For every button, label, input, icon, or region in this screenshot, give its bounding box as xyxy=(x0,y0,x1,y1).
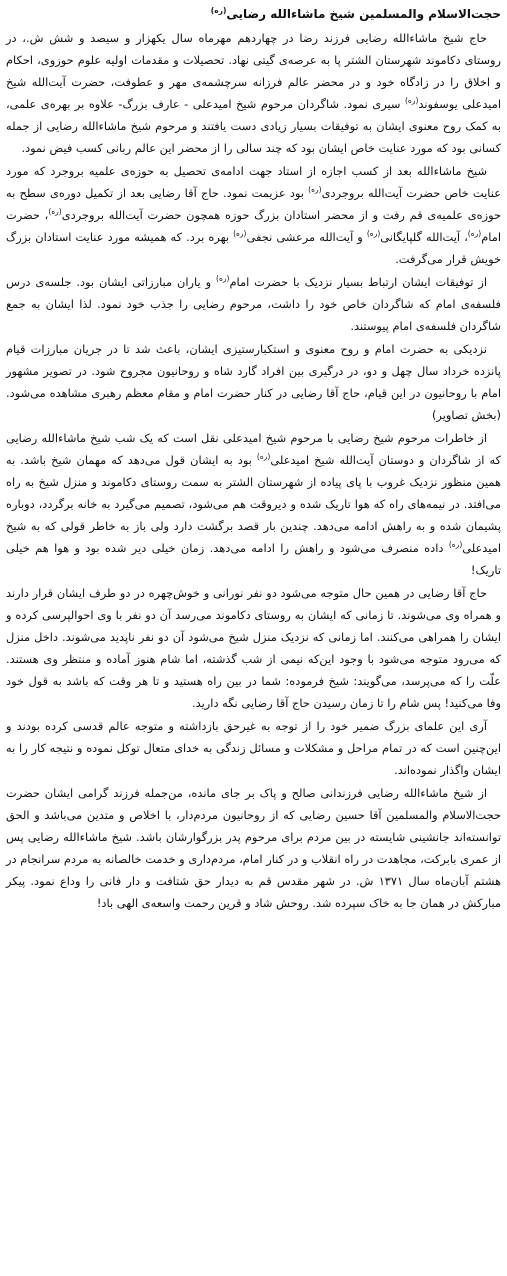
paragraph-7 xyxy=(6,715,501,781)
text-run: از توفیقات ایشان ارتباط بسیار نزدیک با حضرت امام xyxy=(229,275,488,289)
text-run: و یاران مبارزاتی ایشان بود. جلسه‌ی درس فلسفه‌ی امام که شاگردان خاص خود را داشت، مرحوم رضایی را جذب خود نمود. لذا ایشان به جمع شاگردان فلسفه‌ی امام پیوستند. xyxy=(6,275,501,333)
honorific: (ره) xyxy=(216,274,230,284)
paragraph-3 xyxy=(6,271,501,337)
text-run: داده منصرف می‌شود و راهش را ادامه می‌دهد. زمان خیلی دیر شده بود و هوا هم خیلی تاریک! xyxy=(6,541,501,577)
text-run: حاج آقا رضایی در همین حال متوجه می‌شود دو نفر نورانی و خوش‌چهره در دو طرف ایشان قرار دارند و همراه وی می‌شوند. تا زمانی که ایشان به روستای دکاموند می‌رسد آن دو نفر با وی احوالپرسی کرده و ایشان را همراهی می‌کنند. اما زمانی که نزدیک منزل شیخ می‌شود آن دو نفر ناپدید می‌شوند. داخل منزل که می‌رود متوجه می‌شود با وجود این‌که نیمی از شب گذشته، اما شام هنوز آماده و منتظر وی هستند. علّت را که می‌پرسد، می‌گویند: شیخ فرموده: شما در بین راه هستید و تا هر وقت که باشد به قول خود وفا می‌کنید! پس شام را تا زمان رسیدن حاج آقا رضایی نگه دارید. xyxy=(6,586,501,710)
text-run: ، آیت‌الله گلپایگانی xyxy=(380,230,468,244)
text-run: سیری نمود. شاگردان مرحوم شیخ امیدعلی - عارف بزرگ- علاوه بر بهره‌ی علمی، به کمک روح معنوی ایشان به توفیقات بسیار زیادی دست یافتند و مرحوم شیخ ماشاءالله رضایی از جمله کسانی بود که مورد عنایت خاص ایشان بود که چند سالی را از محضر این عالم ربانی کسب فیض نمود. xyxy=(6,97,501,155)
honorific: (ره) xyxy=(256,452,271,462)
paragraph-1 xyxy=(6,27,501,159)
paragraph-2 xyxy=(6,160,501,270)
text-run: بود به ایشان قول می‌دهد که مهمان شیخ باشد. به همین منظور نزدیک غروب با پای پیاده از شهرستان الشتر به سمت روستای دکاموند و منزل شیخ به راه می‌افتد. در نیمه‌های راه که هوا تاریک شده و دیروقت هم می‌شود، تصمیم می‌گیرد به خانه برگردد، دوباره پشیمان شده و به راهش ادامه می‌دهد. چندین بار قصد برگشت دارد ولی باز به خاطر قولی که به شیخ امیدعلی xyxy=(6,453,501,555)
honorific: (ره) xyxy=(404,96,419,106)
title-honorific: (ره) xyxy=(210,6,227,15)
text-run: از خاطرات مرحوم شیخ رضایی با مرحوم شیخ امیدعلی نقل است که یک شب شیخ ماشاءالله رضایی که از شاگردان و دوستان آیت‌الله شیخ امیدعلی xyxy=(6,431,501,467)
paragraph-6 xyxy=(6,582,501,714)
text-run: بهره برد. که همیشه مورد عنایت استادان بزرگ خویش قرار می‌گرفت. xyxy=(6,230,501,266)
paragraph-5 xyxy=(6,427,501,581)
honorific: (ره) xyxy=(366,229,381,239)
text-run: حاج شیخ ماشاءالله رضایی فرزند رضا در چهاردهم مهرماه سال یکهزار و سیصد و شش ش.، در روستای دکاموند شهرستان الشتر پا به عرصه‌ی گیتی نهاد. تحصیلات و مقدمات اولیه علوم حوزوی، احکام و اخلاق را در زادگاه خود و در محضر عالم فرزانه سرچشمه‌ی مهر و عطوفت، حضرت آیت‌الله شیخ امیدعلی یوسفوند xyxy=(6,31,501,111)
title-text: حجت‌الاسلام والمسلمین شیخ ماشاءالله رضایی xyxy=(226,7,501,21)
paragraph-4 xyxy=(6,338,501,426)
text-run: نزدیکی به حضرت امام و روح معنوی و استکبارستیزی ایشان، باعث شد تا در جریان مبارزات قیام پانزده خرداد سال چهل و دو، در درگیری بین افراد گارد شاه و روحانیون مجروح شود. در تصویر مشهور امام با روحانیون در این قیام، حاج آقا رضایی در کنار حضرت امام و مقام معظم رهبری مشاهده می‌شود. (بخش تصاویر) xyxy=(6,342,501,422)
document-title xyxy=(6,4,501,24)
honorific: (ره) xyxy=(467,229,482,239)
text-run: شیخ ماشاءالله بعد از کسب اجازه از استاد جهت ادامه‌ی تحصیل به حوزه‌ی علمیه بروجرد که مورد عنایت خاص حضرت آیت‌الله بروجردی xyxy=(6,164,501,200)
honorific: (ره) xyxy=(308,185,322,195)
text-run: آری این علمای بزرگ ضمیر خود را از توجه به غیرحق بازداشته و متوجه عالم قدسی کرده بودند و این‌چنین است که در تمام مراحل و مشکلات و مسائل زندگی به خدای متعال توکل نموده و نتیجه کار را به ایشان واگذار نموده‌اند. xyxy=(6,719,501,777)
honorific: (ره) xyxy=(448,540,463,550)
honorific: (ره) xyxy=(48,207,62,217)
text-run: بود عزیمت نمود. حاج آقا رضایی بعد از تکمیل دوره‌ی سطح به حوزه‌ی علمیه‌ی قم رفت و از محضر استادان بزرگ حوزه همچون حضرت آیت‌الله بروجردی xyxy=(6,186,501,222)
paragraph-8 xyxy=(6,782,501,914)
text-run: از شیخ ماشاءالله رضایی فرزندانی صالح و پاک بر جای مانده، من‌جمله فرزند گرامی ایشان حضرت حجت‌الاسلام والمسلمین آقا حسین رضایی که از روحانیون مردم‌دار، با اخلاص و متدین می‌باشد و الحق توانسته‌اند جانشینی شایسته در بین مردم برای مرحوم پدر بزرگوارشان باشد. شیخ ماشاءالله رضایی پس از عمری بابرکت، مجاهدت در راه انقلاب و در کنار امام، مردم‌داری و خدمت خالصانه به مردم سرانجام در هشتم آبان‌ماه سال ۱۳۷۱ ش. در شهر مقدس قم به دیدار حق شتافت و دار فانی را وداع نمود. پیکر مبارکش در همان جا به خاک سپرده شد. روحش شاد و قرین رحمت واسعه‌ی الهی باد! xyxy=(6,786,501,910)
text-run: ، حضرت امام xyxy=(6,208,501,244)
honorific: (ره) xyxy=(233,229,247,239)
text-run: و آیت‌الله مرعشی نجفی xyxy=(246,230,367,244)
